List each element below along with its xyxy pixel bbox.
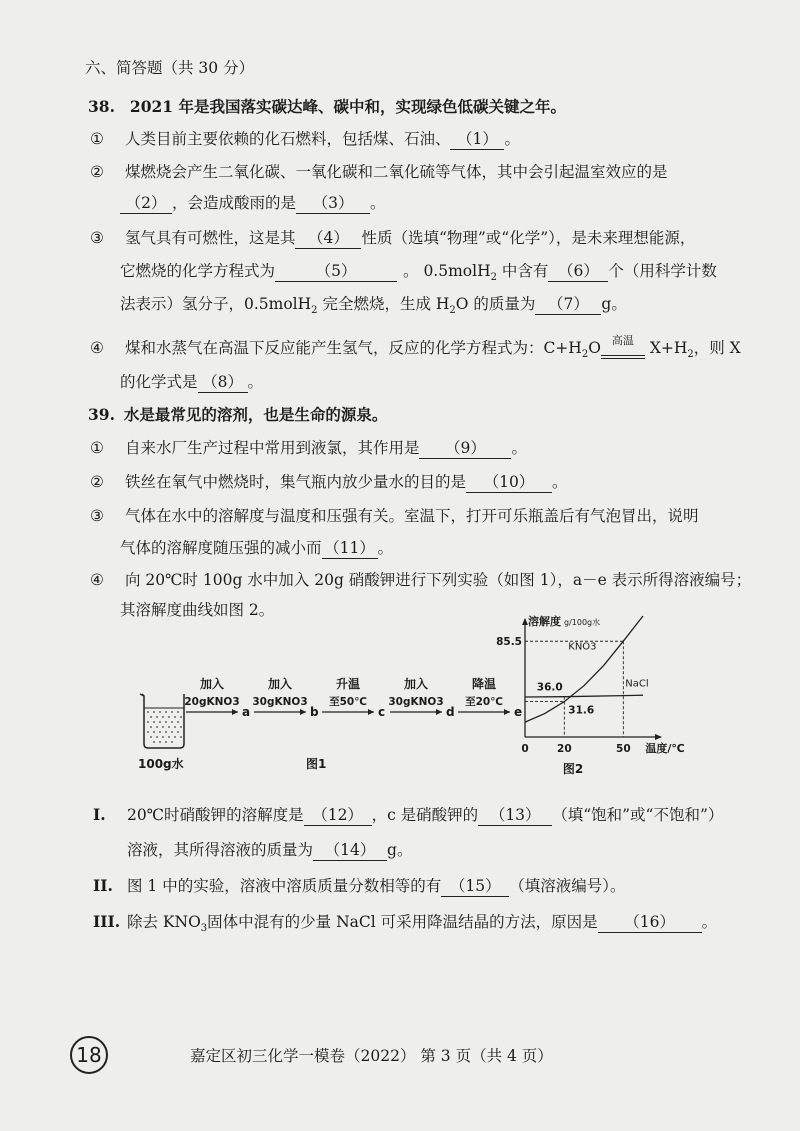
item-marker: ① bbox=[90, 130, 104, 148]
series-line-nacl bbox=[525, 695, 643, 697]
question-stem: 水是最常见的溶剂，也是生命的源泉。 bbox=[123, 405, 388, 424]
beaker-label: 100g水 bbox=[138, 757, 184, 771]
q38-item-2 bbox=[88, 162, 667, 182]
figure-1-caption: 图1 bbox=[306, 757, 327, 771]
q38-item-3: ③ 氢气具有可燃性，这是其 （4） 性质（选填“物理”或“化学”），是未来理想能源， bbox=[88, 228, 695, 249]
x-tick-label: 20 bbox=[557, 743, 572, 755]
reaction-condition: 高温 bbox=[611, 334, 634, 348]
arrow-head-icon bbox=[436, 709, 442, 715]
step-action: 加入 bbox=[267, 677, 293, 691]
q39-item-3-cont: 气体的溶解度随压强的减小而 （11） 。 bbox=[120, 539, 394, 557]
question-number: 38. bbox=[88, 97, 115, 116]
answer-blank-3[interactable]: （3） bbox=[296, 193, 370, 214]
x-tick-label: 0 bbox=[521, 743, 529, 755]
answer-blank-15[interactable]: （15） bbox=[441, 876, 509, 897]
q39-stem bbox=[88, 405, 387, 425]
arrow-head-icon bbox=[300, 709, 306, 715]
item-marker: ② bbox=[90, 473, 104, 491]
q38-item-3-cont1: 它燃烧的化学方程式为 （5） 。 0.5molH$_2$ 中含有 （6） 个（用科学计数 bbox=[120, 262, 717, 284]
reaction-arrow bbox=[601, 334, 645, 365]
item-text: 煤燃烧会产生二氧化碳、一氧化碳和二氧化硫等气体，其中会引起温室效应的是 bbox=[124, 163, 668, 181]
answer-blank-9[interactable]: （9） bbox=[419, 438, 511, 459]
q39-item-4: ④ 向 20℃时 100g 水中加入 20g 硝酸钾进行下列实验（如图 1），a－e 表示所得溶液编号； bbox=[88, 570, 751, 590]
item-marker: ④ bbox=[90, 571, 104, 589]
item-marker: ④ bbox=[90, 339, 104, 357]
x-axis-arrow-icon bbox=[655, 734, 662, 740]
answer-blank-10[interactable]: （10） bbox=[466, 472, 552, 493]
solution-label: e bbox=[514, 705, 523, 719]
annotation-label: 36.0 bbox=[536, 681, 563, 694]
q38-item-4: ④ 煤和水蒸气在高温下反应能产生氢气，反应的化学方程式为：$C+H_2O$ 高温 $X+H_2$，则 X bbox=[88, 338, 741, 365]
figure-2-solubility-chart bbox=[496, 615, 695, 780]
series-label-kno3: KNO3 bbox=[568, 641, 597, 653]
solution-label: c bbox=[378, 705, 386, 719]
answer-blank-4[interactable]: （4） bbox=[295, 228, 361, 249]
solution-label: a bbox=[242, 705, 251, 719]
figure-1 bbox=[130, 660, 523, 775]
answer-blank-5[interactable]: （5） bbox=[275, 261, 397, 282]
annotation-label: 85.5 bbox=[496, 636, 522, 649]
fig1-steps bbox=[184, 676, 522, 719]
arrow-head-icon bbox=[232, 709, 238, 715]
answer-blank-14[interactable]: （14） bbox=[313, 840, 387, 861]
step-action: 加入 bbox=[403, 677, 429, 691]
solution-label: d bbox=[446, 705, 455, 719]
step-condition: 30gKNO3 bbox=[252, 696, 308, 708]
q38-item-1: ① 人类目前主要依赖的化石燃料，包括煤、石油、 （1） 。 bbox=[88, 129, 520, 150]
item-marker: ③ bbox=[90, 229, 104, 247]
q38-stem bbox=[88, 97, 566, 117]
q39-sub-III: III. 除去 $KNO_3$固体中混有的少量 NaCl 可采用降温结晶的方法，原因是 （16） 。 bbox=[93, 912, 718, 935]
q38-item-2-cont: （2） ，会造成酸雨的是 （3） 。 bbox=[120, 193, 386, 214]
item-marker: ③ bbox=[90, 507, 104, 525]
answer-blank-13[interactable]: （13） bbox=[478, 805, 552, 826]
series-label-nacl: NaCl bbox=[625, 678, 649, 690]
step-action: 降温 bbox=[471, 677, 497, 691]
answer-blank-11[interactable]: （11） bbox=[322, 538, 378, 559]
q39-item-2: ② 铁丝在氧气中燃烧时，集气瓶内放少量水的目的是 （10） 。 bbox=[88, 472, 567, 493]
answer-blank-1[interactable]: （1） bbox=[450, 129, 504, 150]
step-condition: 20gKNO3 bbox=[184, 696, 240, 708]
annotation-label: 31.6 bbox=[568, 704, 595, 717]
x-tick-label: 50 bbox=[616, 743, 631, 755]
item-text: 人类目前主要依赖的化石燃料，包括煤、石油、 bbox=[124, 130, 451, 148]
answer-blank-2[interactable]: （2） bbox=[120, 193, 172, 214]
step-condition: 至20℃ bbox=[465, 696, 503, 708]
answer-blank-16[interactable]: （16） bbox=[598, 912, 702, 933]
item-marker: ② bbox=[90, 163, 104, 181]
beaker-icon bbox=[140, 694, 184, 748]
figure-2-caption: 图2 bbox=[562, 762, 584, 776]
q39-item-1: ① 自来水厂生产过程中常用到液氯，其作用是 （9） 。 bbox=[88, 438, 527, 459]
chart-area bbox=[496, 614, 685, 776]
q39-sub-I: I. 20℃时硝酸钾的溶解度是 （12） ，c 是硝酸钾的 （13） （填“饱和”或“不饱和”） bbox=[93, 805, 724, 824]
section-title: 六、简答题（共 30 分） bbox=[85, 59, 255, 77]
step-condition: 30gKNO3 bbox=[388, 696, 444, 708]
y-axis-unit: g/100g水 bbox=[564, 618, 601, 627]
q38-item-3-cont2: 法表示）氢分子，0.5molH$_2$ 完全燃烧，生成 $H_2O$ 的质量为 （7） g。 bbox=[120, 295, 627, 317]
answer-blank-12[interactable]: （12） bbox=[304, 805, 372, 826]
question-number: 39. bbox=[88, 405, 115, 424]
x-axis-label: 温度/℃ bbox=[645, 742, 685, 755]
answer-blank-8[interactable]: （8） bbox=[198, 372, 248, 393]
page-badge: 18 bbox=[70, 1036, 108, 1074]
answer-blank-7[interactable]: （7） bbox=[535, 294, 601, 315]
answer-blank-6[interactable]: （6） bbox=[548, 261, 608, 282]
y-axis-label: 溶解度 bbox=[528, 615, 561, 628]
q38-item-4-cont: 的化学式是 （8） 。 bbox=[120, 373, 264, 391]
q39-sub-II: II. 图 1 中的实验，溶液中溶质质量分数相等的有 （15） （填溶液编号）。 bbox=[93, 876, 626, 895]
q39-item-3: ③ 气体在水中的溶解度与温度和压强有关。室温下，打开可乐瓶盖后有气泡冒出，说明 bbox=[88, 506, 698, 526]
question-stem: 2021 年是我国落实碳达峰、碳中和，实现绿色低碳关键之年。 bbox=[129, 97, 566, 116]
q39-sub-I-cont: 溶液，其所得溶液的质量为 （14） g。 bbox=[127, 841, 413, 859]
arrow-head-icon bbox=[368, 709, 374, 715]
footer-text: 嘉定区初三化学一模卷（2022） 第 3 页（共 4 页） bbox=[190, 1047, 553, 1065]
step-action: 加入 bbox=[199, 677, 225, 691]
solution-label: b bbox=[310, 705, 319, 719]
q39-item-4-cont: 其溶解度曲线如图 2。 bbox=[120, 601, 275, 619]
step-condition: 至50℃ bbox=[329, 696, 367, 708]
step-action: 升温 bbox=[335, 677, 361, 691]
item-marker: ① bbox=[90, 439, 104, 457]
